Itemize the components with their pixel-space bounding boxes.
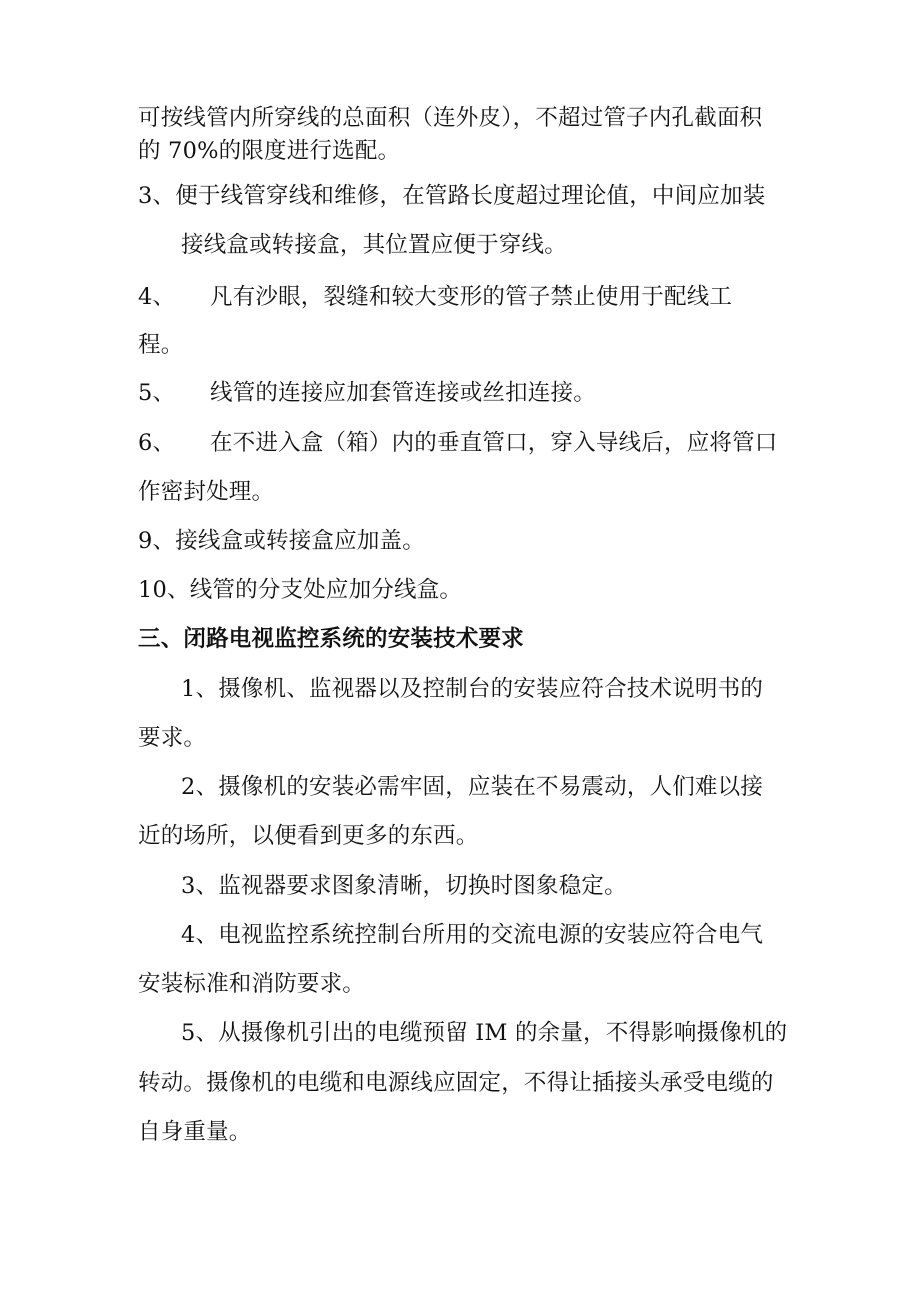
paragraph-line: 安装标准和消防要求。 [138, 971, 366, 997]
paragraph-line: 3、监视器要求图象清晰，切换时图象稳定。 [181, 873, 627, 899]
list-item-10: 10、线管的分支处应加分线盒。 [138, 577, 463, 603]
section-heading: 三、闭路电视监控系统的安装技术要求 [138, 626, 524, 652]
paragraph-line: 自身重量。 [138, 1119, 252, 1145]
paragraph-line: 近的场所，以便看到更多的东西。 [138, 823, 479, 849]
list-item-9: 9、接线盒或转接盒应加盖。 [138, 528, 425, 554]
list-item-text: 在不进入盒（箱）内的垂直管口，穿入导线后，应将管口 [210, 430, 778, 456]
paragraph-line: 转动。摄像机的电缆和电源线应固定，不得让插接头承受电缆的 [138, 1070, 774, 1096]
paragraph-line: 要求。 [138, 725, 207, 751]
list-item-text: 线管的连接应加套管连接或丝扣连接。 [210, 380, 596, 406]
list-item-3-line: 3、便于线管穿线和维修，在管路长度超过理论值，中间应加装 [138, 183, 766, 209]
list-item-4-continuation: 程。 [138, 332, 184, 358]
paragraph-line: 4、电视监控系统控制台所用的交流电源的安装应符合电气 [181, 922, 764, 948]
list-item-number: 4、 [138, 284, 176, 310]
paragraph-line: 2、摄像机的安装必需牢固，应装在不易震动，人们难以接 [181, 774, 764, 800]
paragraph-line: 的 70%的限度进行选配。 [138, 138, 401, 164]
list-item-number: 5、 [138, 380, 176, 406]
list-item-number: 6、 [138, 430, 176, 456]
list-item-6-continuation: 作密封处理。 [138, 479, 275, 505]
paragraph-line: 1、摄像机、监视器以及控制台的安装应符合技术说明书的 [181, 676, 764, 702]
list-item-3-continuation: 接线盒或转接盒，其位置应便于穿线。 [181, 232, 567, 258]
paragraph-line: 可按线管内所穿线的总面积（连外皮），不超过管子内孔截面积 [138, 105, 763, 131]
list-item-text: 凡有沙眼，裂缝和较大变形的管子禁止使用于配线工 [210, 284, 733, 310]
paragraph-line: 5、从摄像机引出的电缆预留 IM 的余量，不得影响摄像机的 [181, 1020, 788, 1046]
